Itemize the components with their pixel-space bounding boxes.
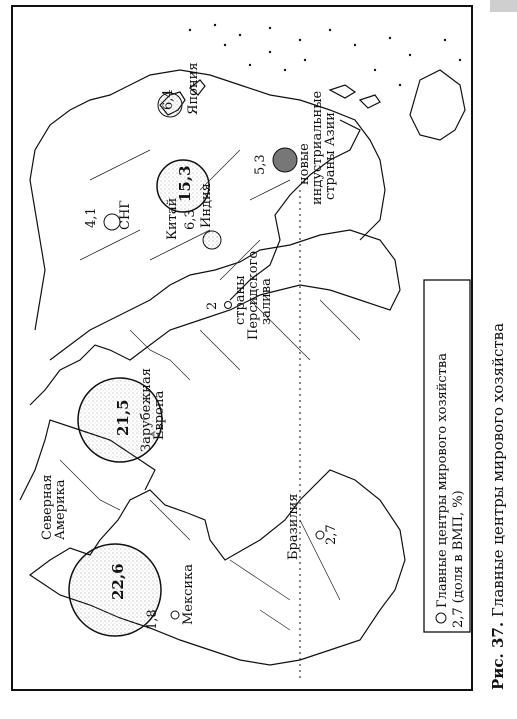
gulf-label-1: страны [233,275,248,325]
europe-value: 21,5 [114,399,132,436]
north-america-value: 22,6 [109,563,127,600]
mexico-label: Мексика [181,564,196,625]
china-value: 15,3 [176,165,194,202]
legend [424,280,470,632]
brazil-label: Бразилия [286,493,301,560]
legend-line-1: Главные центры мирового хозяйства [435,353,450,608]
nics-label-3: страны Азии [323,112,338,200]
china-label: Китай [165,197,180,240]
india-value: 6,3 [183,209,198,230]
nics-label-1: новые [297,143,312,185]
figure-caption [489,323,507,690]
europe-label-2: Европа [152,390,167,440]
nics-circle [273,148,297,172]
brazil-value: 2,7 [324,524,339,545]
caption-text: Главные центры мирового хозяйства [489,322,507,622]
gulf-label-2: Персидского [246,250,261,340]
india-label: Индия [199,183,214,228]
page-tab [490,0,517,12]
legend-line-2: 2,7 (доля в ВМП, %) [451,490,466,628]
gulf-circle [225,302,232,309]
legend-circle-symbol [436,613,446,623]
gulf-value: 2 [205,301,220,310]
japan-label: Япония [186,62,201,115]
mexico-circle [171,611,179,619]
nics-label-2: индустриальные [310,90,325,205]
cis-value: 4,1 [84,207,99,228]
europe-label-1: Зарубежная [139,368,154,452]
gulf-label-3: залива [259,278,274,325]
brazil-circle [316,531,324,539]
mexico-value: 1,8 [145,609,160,630]
north-america-label-1: Северная [40,474,55,540]
north-america-label-2: Америка [53,479,68,540]
caption-number: Рис. 37. [489,621,507,690]
japan-value: 6,4 [161,89,176,110]
nics-value: 5,3 [253,154,268,175]
cis-label: СНГ [118,200,133,230]
india-circle [203,231,221,249]
